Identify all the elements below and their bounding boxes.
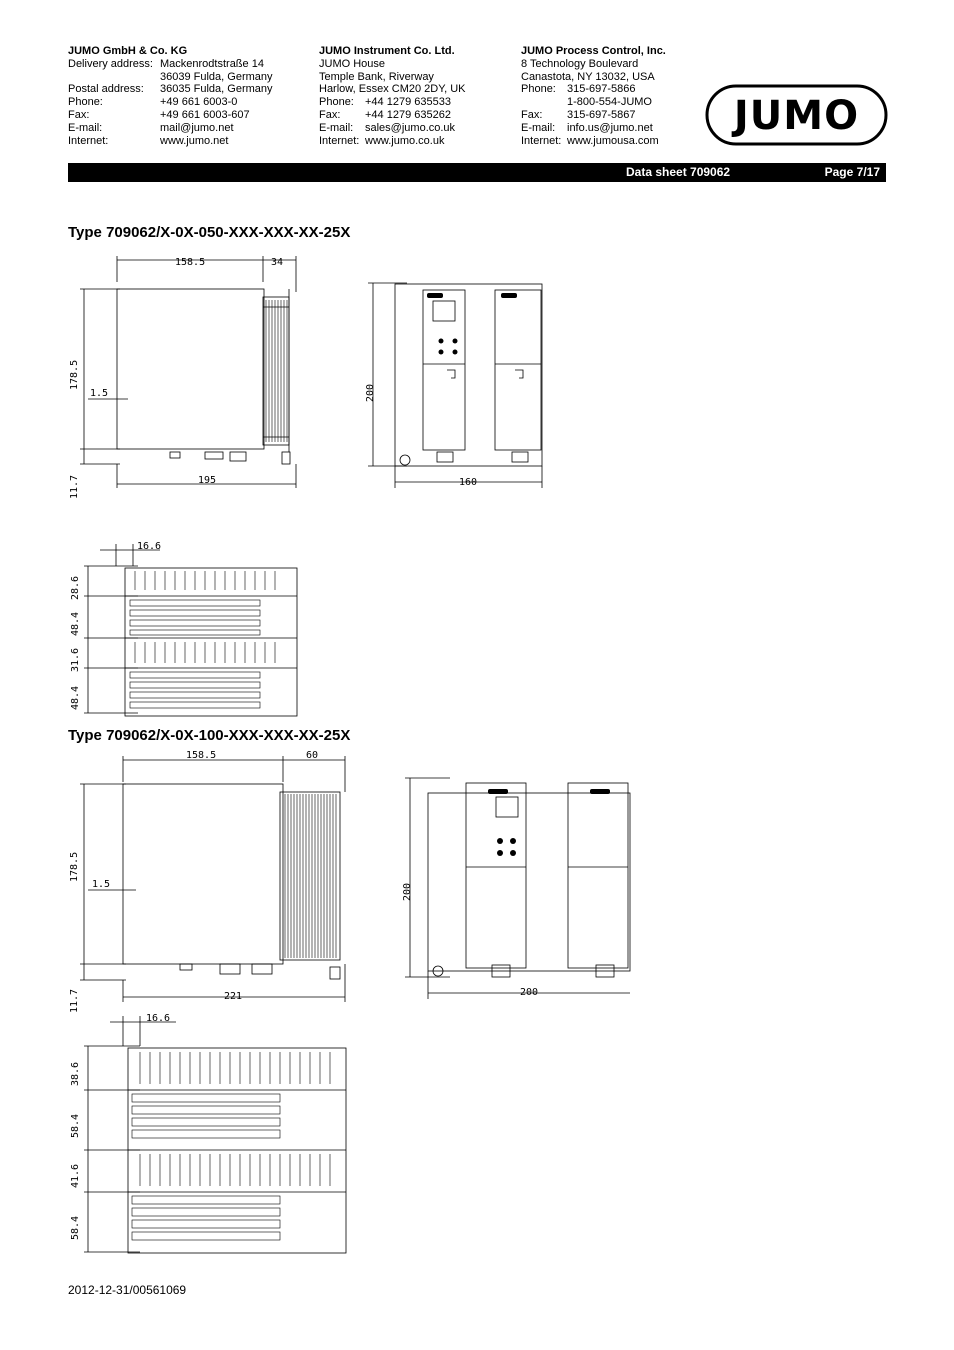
dim-height-178-5: 178.5 <box>69 359 80 390</box>
dim-16-6: 16.6 <box>146 1013 171 1024</box>
dim-depth-195: 195 <box>198 475 217 486</box>
document-id: 2012-12-31/00561069 <box>68 1283 187 1297</box>
front-view-050 <box>365 280 550 490</box>
page-number: Page 7/17 <box>824 165 880 179</box>
dim-16-6: 16.6 <box>137 541 162 552</box>
value: 315-697-5867 <box>567 108 636 121</box>
front-view-100 <box>400 775 632 1000</box>
dim-width-160: 160 <box>459 477 478 488</box>
dim-width-34: 34 <box>271 257 284 268</box>
label: Postal address: <box>68 83 144 96</box>
dim-width-158-5: 158.5 <box>186 750 217 761</box>
website-link[interactable]: www.jumo.co.uk <box>365 134 445 147</box>
address-line: Temple Bank, Riverway <box>319 70 434 83</box>
jumo-logo <box>705 84 888 146</box>
label: Fax: <box>68 108 90 121</box>
dim-48-4-b: 48.4 <box>70 685 81 710</box>
dim-offset-1-5: 1.5 <box>90 388 109 399</box>
value: +44 1279 635262 <box>365 108 451 121</box>
address-germany <box>68 45 273 147</box>
label: Phone: <box>68 96 103 109</box>
value: +44 1279 635533 <box>365 96 451 109</box>
company-name: JUMO Process Control, Inc. <box>521 45 666 57</box>
logo-text: JUMO <box>733 93 860 139</box>
label: Internet: <box>319 134 360 147</box>
dim-width-60: 60 <box>306 750 319 761</box>
dim-height-11-7: 11.7 <box>69 988 80 1013</box>
top-view-100 <box>70 1010 350 1260</box>
dim-height-200: 200 <box>365 383 376 402</box>
datasheet-bar <box>68 163 886 182</box>
value: 315-697-5866 <box>567 83 636 96</box>
address-line: 8 Technology Boulevard <box>521 57 639 70</box>
label <box>68 71 160 84</box>
address-line: Harlow, Essex CM20 2DY, UK <box>319 83 466 96</box>
side-view-050 <box>69 252 305 499</box>
value: 36035 Fulda, Germany <box>160 83 273 96</box>
dim-height-200: 200 <box>402 882 413 901</box>
label: Internet: <box>521 134 562 147</box>
label: E-mail: <box>319 121 354 134</box>
label: Internet: <box>68 134 109 147</box>
value: +49 661 6003-0 <box>160 96 238 109</box>
label: Phone: <box>521 83 556 96</box>
label: Delivery address: <box>68 57 153 70</box>
dim-58-4-b: 58.4 <box>70 1215 81 1240</box>
company-name: JUMO Instrument Co. Ltd. <box>319 45 455 57</box>
dim-31-6: 31.6 <box>70 647 81 672</box>
dim-58-4: 58.4 <box>70 1113 81 1138</box>
label: Phone: <box>319 96 354 109</box>
dim-height-11-7: 11.7 <box>69 474 80 499</box>
address-uk <box>319 45 466 147</box>
label: E-mail: <box>68 121 103 134</box>
address-line: JUMO House <box>319 57 386 70</box>
email-link[interactable]: mail@jumo.net <box>160 121 234 134</box>
website-link[interactable]: www.jumousa.com <box>567 134 659 147</box>
dim-41-6: 41.6 <box>70 1163 81 1188</box>
section-title-050: Type 709062/X-0X-050-XXX-XXX-XX-25X <box>68 224 351 241</box>
address-line: Canastota, NY 13032, USA <box>521 70 655 83</box>
label <box>521 96 567 109</box>
email-link[interactable]: info.us@jumo.net <box>567 121 653 134</box>
address-usa <box>521 45 666 147</box>
dim-offset-1-5: 1.5 <box>92 879 111 890</box>
datasheet-number: Data sheet 709062 <box>626 165 731 179</box>
dim-width-158-5: 158.5 <box>175 257 206 268</box>
value: +49 661 6003-607 <box>160 108 250 121</box>
side-view-100 <box>69 750 350 1013</box>
label: Fax: <box>521 108 543 121</box>
dim-38-6: 38.6 <box>70 1061 81 1086</box>
section-title-100: Type 709062/X-0X-100-XXX-XXX-XX-25X <box>68 727 351 744</box>
dim-48-4: 48.4 <box>70 611 81 636</box>
value: 36039 Fulda, Germany <box>160 70 273 83</box>
label: E-mail: <box>521 121 556 134</box>
dim-height-178-5: 178.5 <box>69 851 80 882</box>
top-view-050 <box>70 538 305 723</box>
company-name: JUMO GmbH & Co. KG <box>68 45 188 57</box>
email-link[interactable]: sales@jumo.co.uk <box>365 121 456 134</box>
dim-width-200: 200 <box>520 987 539 998</box>
value: 1-800-554-JUMO <box>567 96 652 109</box>
dim-depth-221: 221 <box>224 991 243 1002</box>
label: Fax: <box>319 108 341 121</box>
value: Mackenrodtstraße 14 <box>160 57 264 70</box>
dim-28-6: 28.6 <box>70 575 81 600</box>
website-link[interactable]: www.jumo.net <box>160 134 229 147</box>
